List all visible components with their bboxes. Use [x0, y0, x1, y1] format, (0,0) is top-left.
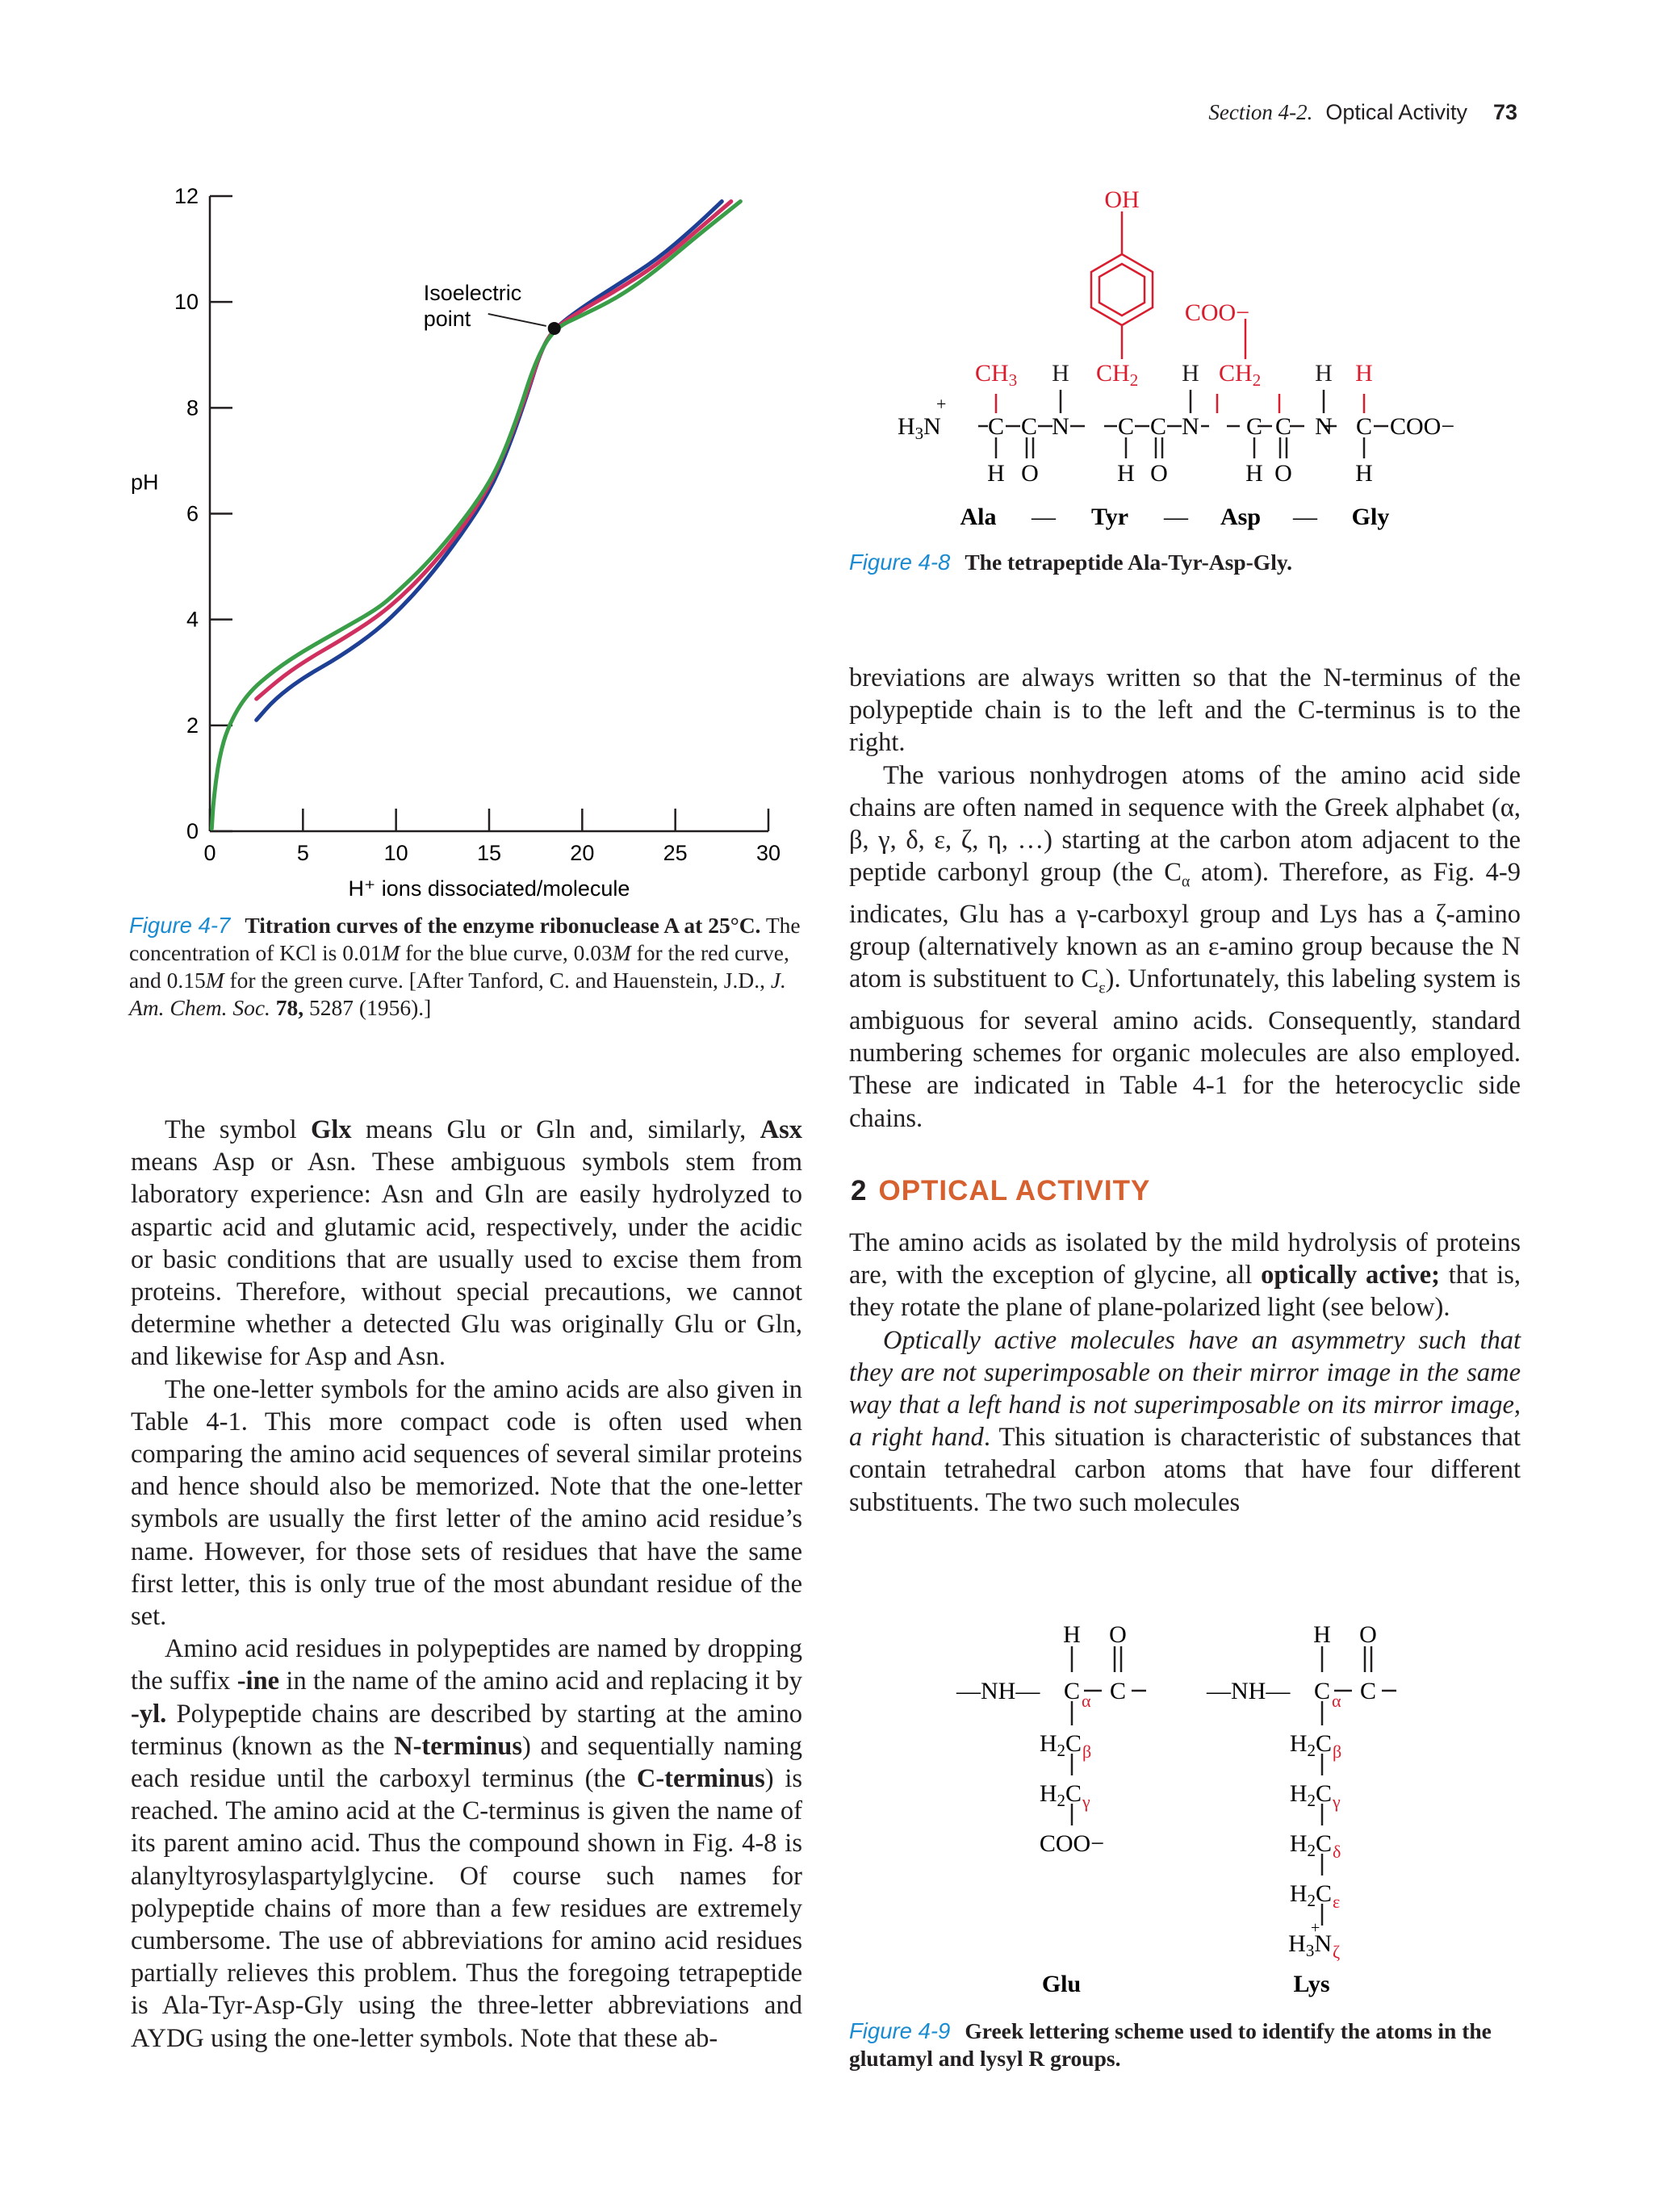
text: Polypeptide chains are described by starting at the amino terminus (known as the	[131, 1699, 802, 1761]
figure-label: Figure 4-9	[849, 2018, 951, 2043]
c-atom: C	[987, 413, 1005, 440]
h-atom: H	[1052, 360, 1069, 387]
methylene-tyr: $CH_2$	[1096, 360, 1139, 390]
text: atom). Therefore, as Fig. 4-9 indicates, Glu has a γ-carboxyl group and Lys has a ζ-amino group (alternatively known as an ε-amino group because the N atom is substituent to C	[849, 858, 1521, 994]
isoelectric-point-marker	[548, 322, 561, 335]
text: in the name of the amino acid and replacing it by	[279, 1666, 802, 1696]
section-heading	[851, 1175, 1150, 1207]
text: ) is reached. The amino acid at the C-terminus is given the name of its parent amino acid. Thus the compound shown in Fig. 4-8 is alanyltyrosylaspartylglycine. Of course such names for polypeptide chains of more than a few residues are extremely cumbersome. The use of abbreviations for amino acid residues partially relieves this problem. Thus the foregoing tetrapeptide is Ala-Tyr-Asp-Gly using the three-letter abbreviations and AYDG using the one-letter symbols. Note that these ab-	[131, 1764, 802, 2053]
c-alpha: C	[1313, 1678, 1331, 1704]
caption-text: 5287 (1956).]	[303, 995, 432, 1020]
term: Asx	[760, 1115, 802, 1144]
text: . This situation is characteristic of substances that contain tetrahedral carbon atoms that have four different substituents. The two such molecules	[849, 1423, 1521, 1517]
o-atom: O	[1274, 460, 1292, 487]
annotation-label-2: point	[423, 306, 471, 331]
text: means Glu or Gln and, similarly,	[351, 1115, 760, 1144]
c-atom: C	[1274, 413, 1292, 440]
h-atom-gly: H	[1355, 360, 1373, 387]
y-tick-label: 8	[186, 395, 199, 420]
figure-4-9-caption	[849, 2018, 1535, 2072]
greek-alpha: α	[1332, 1691, 1341, 1711]
o-atom: O	[1359, 1622, 1377, 1648]
section-title: OPTICAL ACTIVITY	[878, 1175, 1151, 1206]
figure-4-8-caption	[849, 549, 1535, 576]
glu-label: Glu	[1041, 1971, 1082, 1997]
series-line-1	[257, 202, 731, 699]
running-header	[1208, 100, 1517, 125]
nh-group: —NH—	[1207, 1678, 1291, 1704]
amino-terminus: $H_3N$	[898, 413, 941, 443]
term: -ine	[236, 1666, 280, 1696]
x-tick-label: 10	[383, 841, 408, 865]
annotation-label: Isoelectric	[423, 280, 522, 305]
c-atom: C	[1355, 413, 1373, 440]
n-atom: N	[1052, 413, 1069, 440]
caption-text: for the blue curve, 0.03	[400, 940, 613, 965]
residue-gly: Gly	[1351, 504, 1390, 530]
text: Amino acid residues in polypeptides are named by dropping the suffix	[131, 1634, 802, 1696]
text: ) and sequentially naming each residue until the carboxyl terminus (the	[131, 1731, 802, 1794]
paragraph	[131, 1114, 802, 1374]
volume: 78,	[275, 995, 304, 1020]
left-column	[131, 1114, 802, 2055]
h3n: $H_3N$	[1288, 1930, 1332, 1960]
h-atom: H	[1245, 460, 1263, 487]
header-title: Optical Activity	[1325, 100, 1467, 124]
series-line-0	[257, 202, 722, 721]
right-column-top	[849, 662, 1521, 1135]
o-atom: O	[1109, 1622, 1127, 1648]
greek-gamma: γ	[1082, 1792, 1090, 1812]
unit: M	[205, 968, 224, 993]
residue-ala: Ala	[960, 504, 997, 530]
paragraph	[849, 759, 1521, 1135]
paragraph	[131, 1633, 802, 2055]
hydroxyl: OH	[1104, 186, 1140, 213]
h2c: $H_2C$	[1289, 1830, 1332, 1860]
h-atom: H	[987, 460, 1005, 487]
text: means Asp or Asn. These ambiguous symbols stem from laboratory experience: Asn and Gln are easily hydrolyzed to aspartic acid and glutamic acid, respectively, under the acidic or basic conditions that are usually used to excise them from proteins. Therefore, without special precautions, we cannot determine whether a detected Glu was originally Glu or Gln, and likewise for Asp and Asn.	[131, 1148, 802, 1372]
h-atom: H	[1063, 1622, 1081, 1648]
figure-label: Figure 4-8	[849, 550, 951, 575]
chart-annotation	[424, 281, 561, 335]
unit: M	[381, 940, 400, 965]
y-tick-label: 6	[186, 501, 199, 526]
dash: —	[1164, 504, 1188, 530]
greek-epsilon: ε	[1333, 1892, 1341, 1912]
nh-group: —NH—	[956, 1678, 1040, 1704]
h2c: $H_2C$	[1039, 1730, 1082, 1760]
x-tick-label: 5	[296, 841, 309, 865]
y-tick-label: 4	[186, 607, 199, 632]
y-tick-label: 12	[174, 184, 199, 208]
term: C-terminus	[636, 1764, 765, 1794]
plus-charge: +	[936, 394, 947, 414]
caption-text: The concentration of KCl is 0.01	[129, 913, 801, 965]
paragraph: breviations are always written so that the N-terminus of the polypeptide chain is to the left and the C-terminus is to the right.	[849, 663, 1521, 758]
residue-asp: Asp	[1220, 504, 1262, 530]
lys-structure	[1206, 1622, 1377, 1997]
c-atom: C	[1117, 413, 1135, 440]
header-section: Section 4-2.	[1208, 100, 1313, 124]
journal: J. Am. Chem. Soc.	[129, 968, 786, 1020]
unit: M	[612, 940, 631, 965]
right-column-bottom	[849, 1227, 1521, 1519]
caption-text: for the red curve, and 0.15	[129, 940, 789, 993]
c-atom: C	[1359, 1678, 1377, 1704]
text: that is, they rotate the plane of plane-polarized light (see below).	[849, 1261, 1521, 1323]
caption-title: Greek lettering scheme used to identify the atoms in the glutamyl and lysyl R groups.	[849, 2018, 1492, 2071]
backbone-atoms	[987, 413, 1373, 487]
caption-title: The tetrapeptide Ala-Tyr-Asp-Gly.	[965, 550, 1292, 575]
c-atom: C	[1109, 1678, 1127, 1704]
x-tick-label: 0	[203, 841, 216, 865]
italic-text: Optically active molecules have an asymmetry such that they are not superimposable on their mirror image in the same way that a left hand is not superimposable on its mirror image, a right hand	[849, 1325, 1521, 1453]
residue-dashes	[1031, 504, 1318, 530]
methylene-asp: $CH_2$	[1219, 360, 1262, 390]
paragraph	[849, 1324, 1521, 1519]
glu-lys-structures	[952, 1622, 1437, 2018]
y-tick-label: 2	[186, 713, 199, 738]
residue-tyr: Tyr	[1090, 504, 1129, 530]
c-atom: C	[1020, 413, 1038, 440]
c-atom: C	[1245, 413, 1263, 440]
tetrapeptide-structure	[888, 178, 1517, 549]
figure-label: Figure 4-7	[129, 913, 231, 938]
methyl: $CH_3$	[975, 360, 1018, 390]
c-atom: C	[1149, 413, 1167, 440]
o-atom: O	[1021, 460, 1039, 487]
term: Glx	[311, 1115, 352, 1144]
term: optically active;	[1261, 1261, 1440, 1290]
glu-structure	[956, 1622, 1127, 1997]
h-atom: H	[1182, 360, 1199, 387]
backbone-labels	[1052, 360, 1333, 387]
y-axis-label: pH	[131, 470, 159, 495]
x-tick-label: 15	[476, 841, 502, 865]
caption-title: Titration curves of the enzyme ribonuclease A at 25°C.	[245, 913, 761, 938]
x-tick-label: 20	[570, 841, 595, 865]
paragraph: The one-letter symbols for the amino acids are also given in Table 4-1. This more compact code is often used when comparing the amino acid sequences of several similar proteins and hence should also be memorized. Note that the one-letter symbols are usually the first letter of the amino acid residue’s name. However, for those sets of residues that have the same first letter, this is only true of the most abundant residue of the set.	[131, 1374, 802, 1632]
text: The various nonhydrogen atoms of the amino acid side chains are often named in sequence with the Greek alphabet (α, β, γ, δ, ε, ζ, η, …) starting at the carbon atom adjacent to the peptide carbonyl group (the C	[849, 760, 1521, 888]
figure-4-7-caption	[129, 912, 804, 1022]
lys-label: Lys	[1293, 1971, 1330, 1997]
greek-zeta: ζ	[1333, 1942, 1341, 1962]
plus-charge: +	[1311, 1919, 1320, 1937]
term: -yl.	[131, 1699, 167, 1729]
x-tick-label: 25	[663, 841, 688, 865]
text: The symbol	[165, 1115, 312, 1144]
h2c: $H_2C$	[1289, 1730, 1332, 1760]
subscript: ε	[1099, 979, 1106, 997]
dash: —	[1032, 504, 1056, 530]
n-atom: N	[1182, 413, 1199, 440]
h-atom: H	[1313, 1622, 1331, 1648]
h2c: $H_2C$	[1289, 1880, 1332, 1910]
paragraph	[849, 1227, 1521, 1324]
text: ). Unfortunately, this labeling system is ambiguous for several amino acids. Consequently, standard numbering schemes for organic molecules are also employed. These are indicated in Table 4-1 for the heterocyclic side chains.	[849, 964, 1521, 1133]
greek-beta: β	[1082, 1742, 1092, 1762]
y-tick-label: 0	[186, 819, 199, 843]
greek-beta: β	[1333, 1742, 1342, 1762]
greek-gamma: γ	[1333, 1792, 1341, 1812]
x-axis-label: H⁺ ions dissociated/molecule	[348, 876, 630, 901]
h2c: $H_2C$	[1039, 1780, 1082, 1810]
term: N-terminus	[394, 1731, 522, 1761]
carboxylate-terminus: COO−	[1390, 413, 1455, 440]
carboxylate: COO−	[1039, 1830, 1105, 1857]
h-atom: H	[1315, 360, 1333, 387]
c-alpha: C	[1063, 1678, 1081, 1704]
section-number: 2	[851, 1175, 868, 1206]
greek-alpha: α	[1082, 1691, 1091, 1711]
dash: —	[1293, 504, 1317, 530]
carboxylate-side: COO−	[1184, 299, 1250, 326]
h-atom: H	[1355, 460, 1373, 487]
y-tick-label: 10	[174, 290, 199, 315]
annotation-leader	[488, 314, 546, 326]
text: The amino acids as isolated by the mild hydrolysis of proteins are, with the exception of glycine, all	[849, 1228, 1521, 1290]
subscript: α	[1181, 872, 1191, 891]
h2c: $H_2C$	[1289, 1780, 1332, 1810]
titration-chart	[113, 174, 807, 916]
caption-text: for the green curve. [After Tanford, C. and Hauenstein, J.D.,	[224, 968, 771, 993]
o-atom: O	[1150, 460, 1168, 487]
h-atom: H	[1117, 460, 1135, 487]
greek-delta: δ	[1333, 1842, 1341, 1862]
page-number: 73	[1492, 100, 1517, 124]
x-tick-label: 30	[755, 841, 781, 865]
n-atom: N	[1315, 413, 1333, 440]
